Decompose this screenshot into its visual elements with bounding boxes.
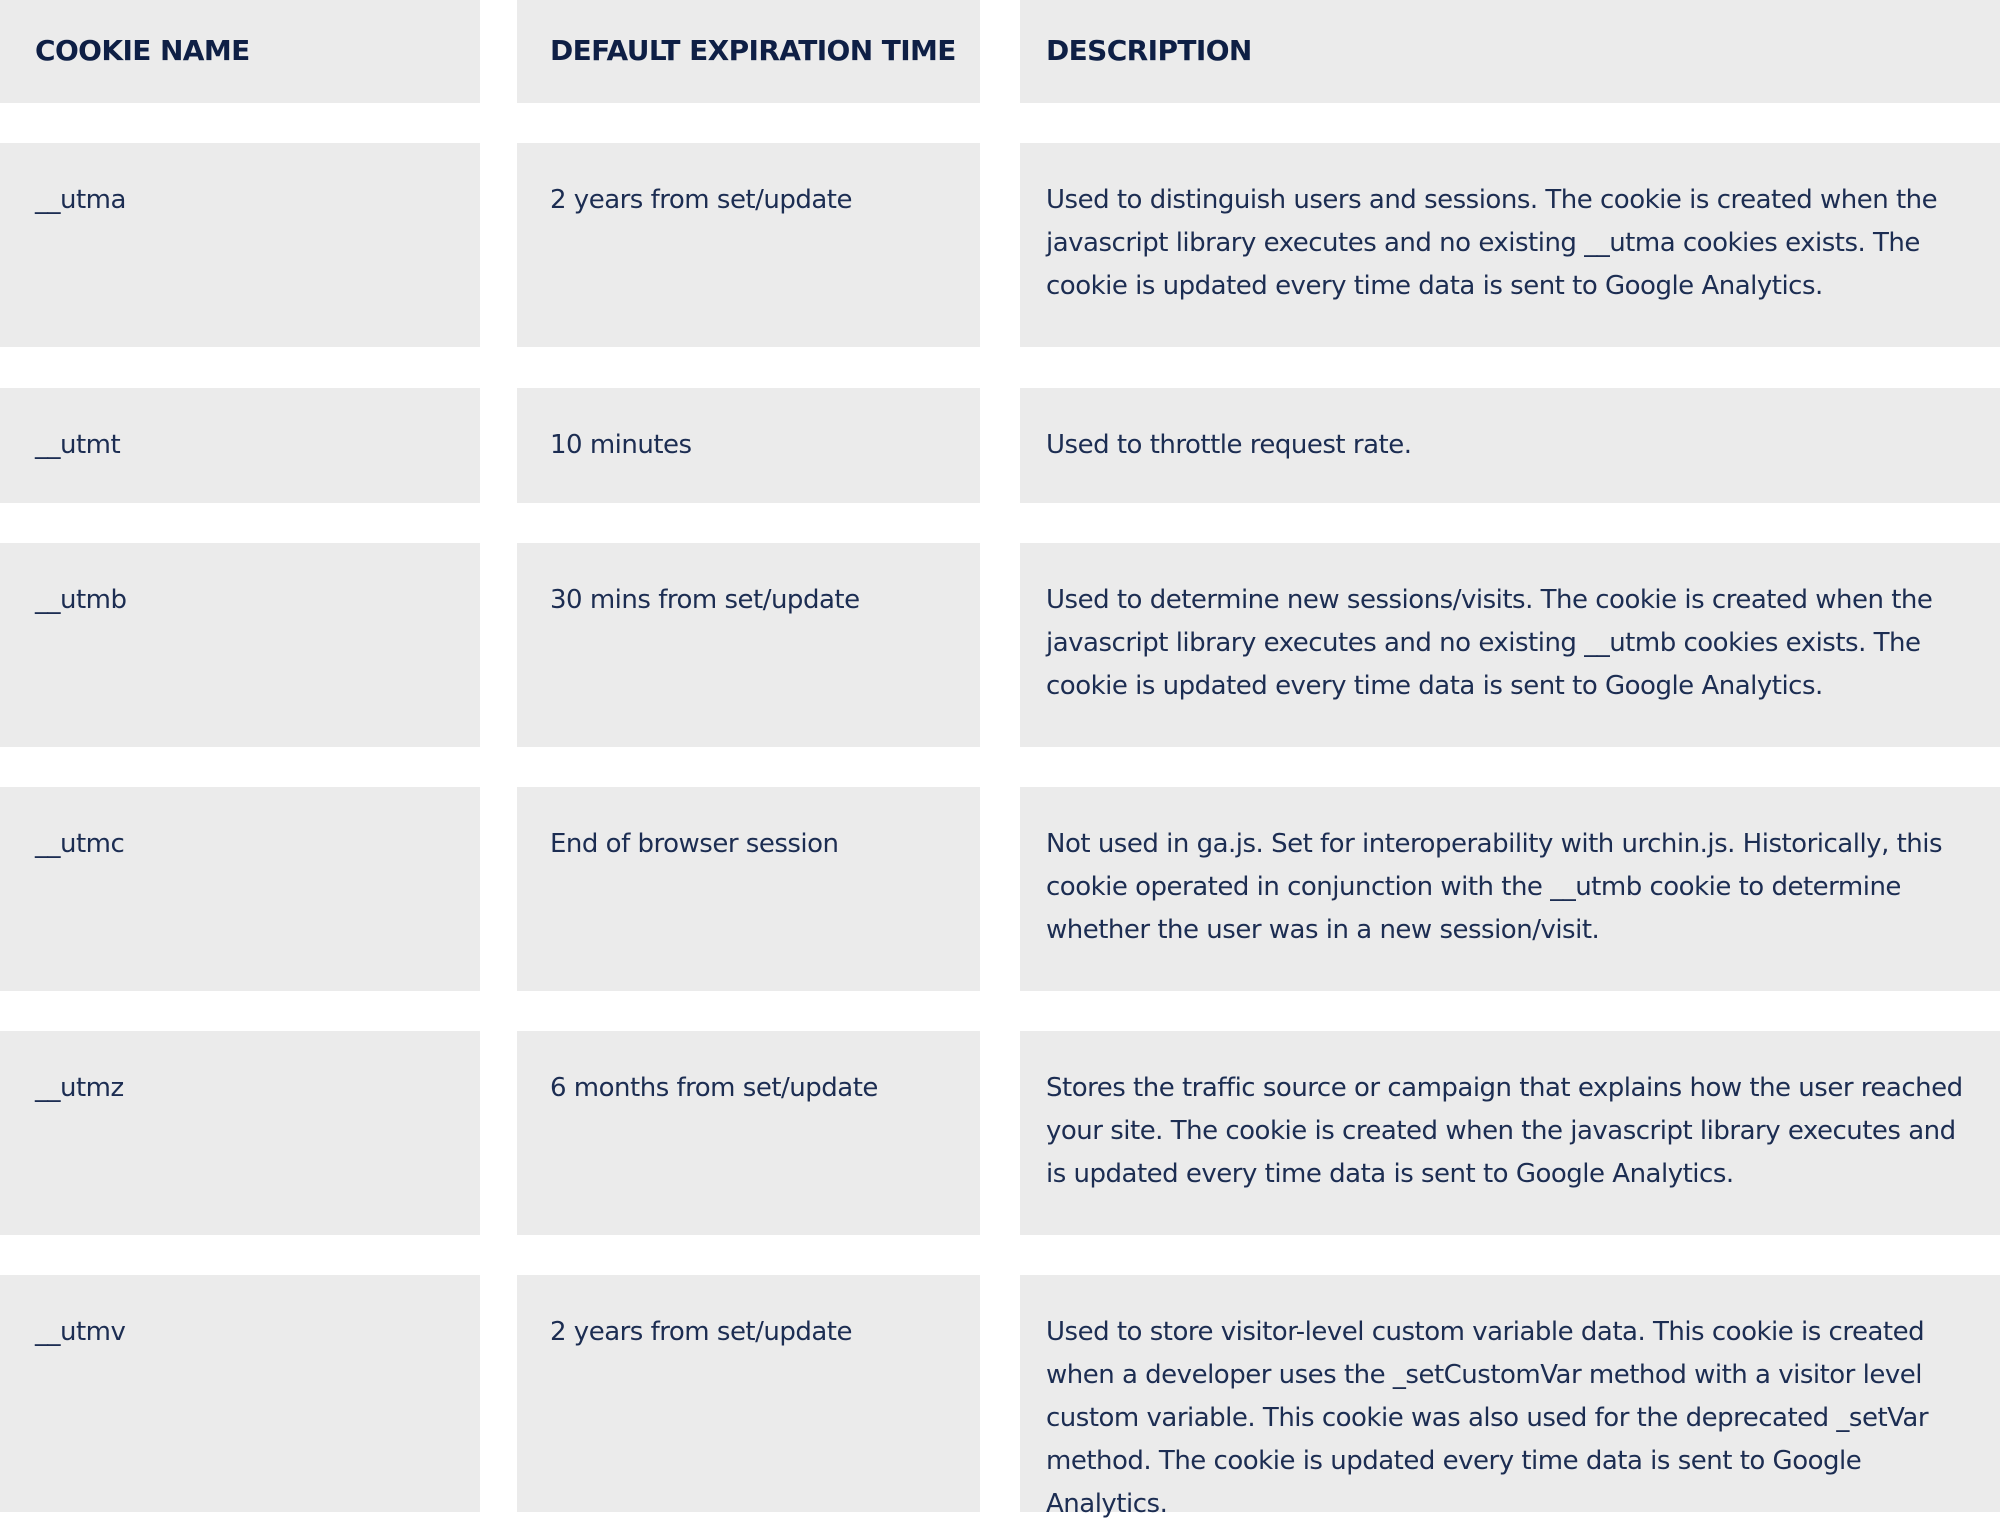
description-cell: Used to store visitor-level custom variable data. This cookie is created when a developer uses the _setCustomVar method with a visitor level custom variable. This cookie was also used for the deprecated _setVar method. The cookie is updated every time data is sent to Google Analytics.: [1020, 1275, 2000, 1512]
description-cell: Used to determine new sessions/visits. The cookie is created when the javascript library executes and no existing __utmb cookies exists. The cookie is updated every time data is sent to Google Analytics.: [1020, 543, 2000, 747]
table-row: [0, 543, 2000, 747]
expiration-cell: 2 years from set/update: [517, 1275, 980, 1512]
table-row: [0, 1275, 2000, 1519]
header-cookie-name: COOKIE NAME: [0, 0, 480, 103]
header-description: DESCRIPTION: [1020, 0, 2000, 103]
expiration-cell: End of browser session: [517, 787, 980, 991]
table-row: [0, 1031, 2000, 1235]
cookie-name-cell: __utmz: [0, 1031, 480, 1235]
description-cell: Stores the traffic source or campaign that explains how the user reached your site. The cookie is created when the javascript library executes and is updated every time data is sent to Google Analytics.: [1020, 1031, 2000, 1235]
description-cell: Not used in ga.js. Set for interoperability with urchin.js. Historically, this cookie operated in conjunction with the __utmb cookie to determine whether the user was in a new session/visit.: [1020, 787, 2000, 991]
description-cell: Used to distinguish users and sessions. The cookie is created when the javascript library executes and no existing __utma cookies exists. The cookie is updated every time data is sent to Google Analytics.: [1020, 143, 2000, 347]
cookie-name-cell: __utmc: [0, 787, 480, 991]
cookie-name-cell: __utma: [0, 143, 480, 347]
cookie-name-cell: __utmt: [0, 388, 480, 503]
expiration-cell: 30 mins from set/update: [517, 543, 980, 747]
cookie-name-cell: __utmv: [0, 1275, 480, 1512]
table-row: [0, 143, 2000, 347]
table-header: [0, 0, 2000, 103]
description-cell: Used to throttle request rate.: [1020, 388, 2000, 503]
table-row: [0, 388, 2000, 503]
cookie-name-cell: __utmb: [0, 543, 480, 747]
expiration-cell: 2 years from set/update: [517, 143, 980, 347]
table-row: [0, 787, 2000, 991]
expiration-cell: 10 minutes: [517, 388, 980, 503]
expiration-cell: 6 months from set/update: [517, 1031, 980, 1235]
header-expiration: DEFAULT EXPIRATION TIME: [517, 0, 980, 103]
